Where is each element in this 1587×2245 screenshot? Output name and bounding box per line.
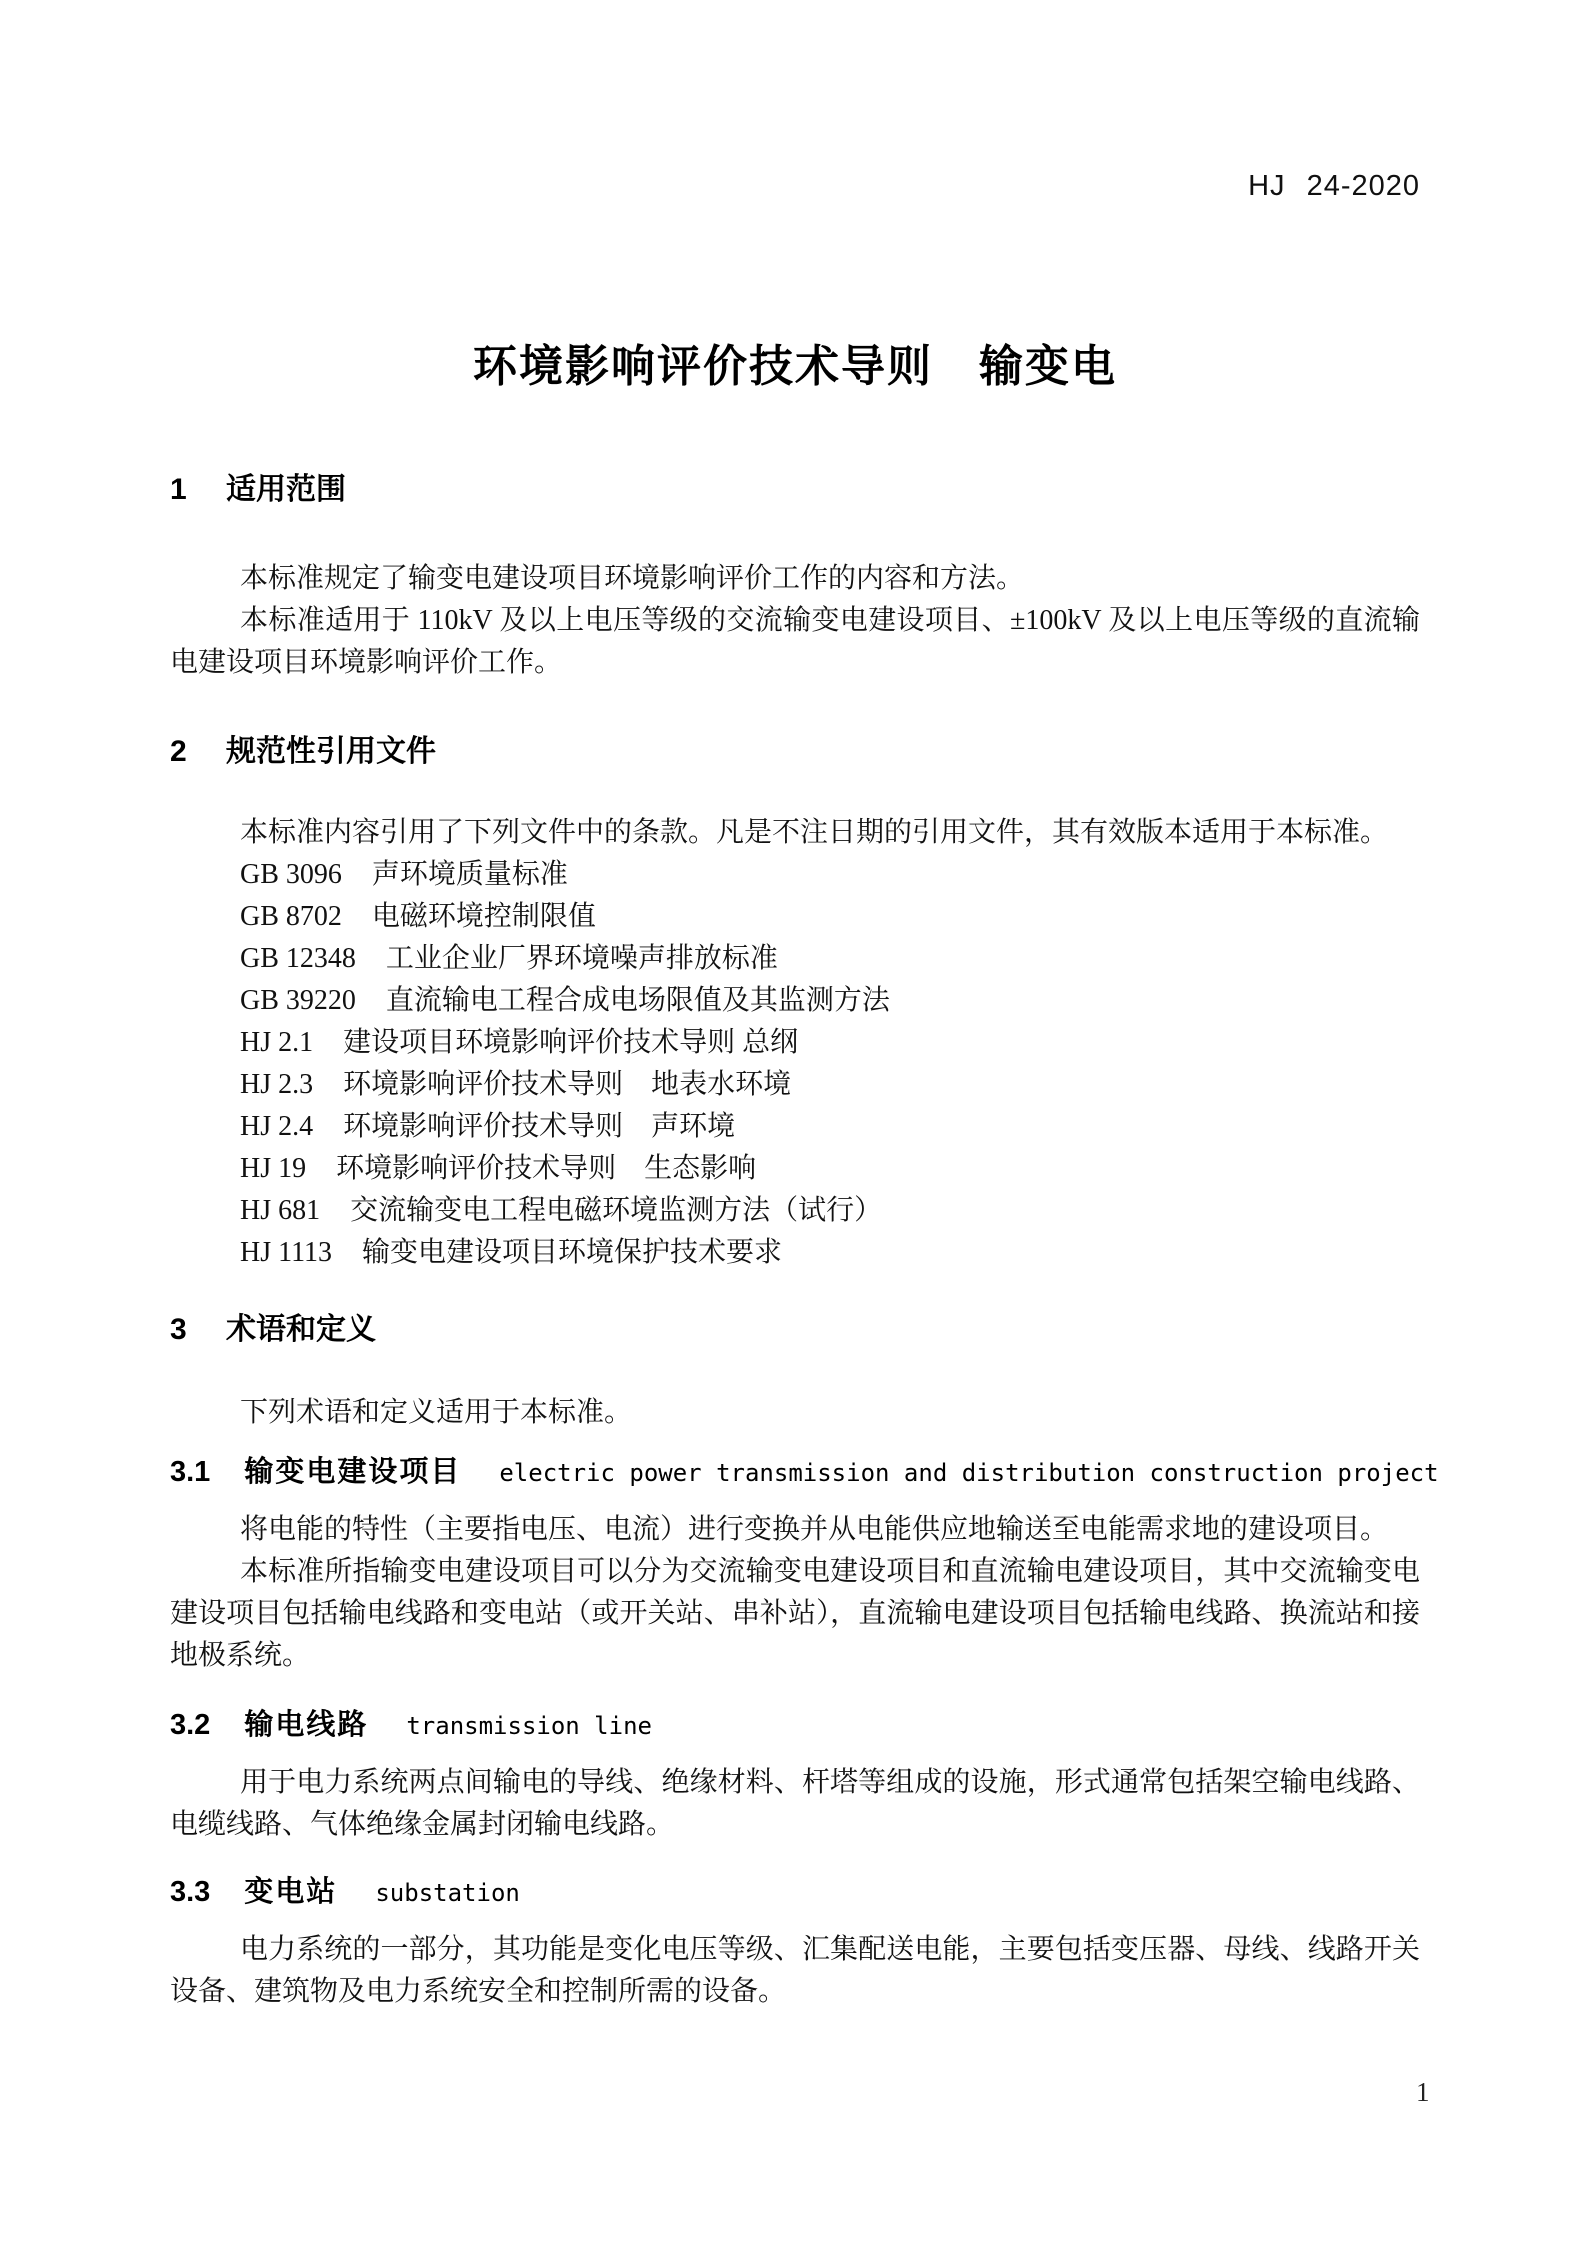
section-3-heading <box>170 1308 1420 1352</box>
reference-item <box>170 938 1420 980</box>
term-3-3-body <box>170 1929 1420 2013</box>
page-number: 1 <box>1416 2077 1430 2107</box>
reference-code: HJ 2.4 <box>240 1111 314 1142</box>
reference-title: 直流输电工程合成电场限值及其监测方法 <box>385 985 890 1016</box>
paragraph: 电力系统的一部分，其功能是变化电压等级、汇集配送电能，主要包括变压器、母线、线路开关设备、建筑物及电力系统安全和控制所需的设备。 <box>170 1934 1420 2007</box>
section-2-title: 规范性引用文件 <box>226 735 436 768</box>
reference-item <box>170 980 1420 1022</box>
reference-item <box>170 1106 1420 1148</box>
page-content <box>170 0 1439 2013</box>
reference-code: GB 12348 <box>240 943 356 974</box>
term-3-1-number: 3.1 <box>170 1456 211 1488</box>
reference-item <box>170 1064 1420 1106</box>
reference-code: HJ 2.3 <box>240 1069 314 1100</box>
paragraph: 本标准内容引用了下列文件中的条款。凡是不注日期的引用文件，其有效版本适用于本标准。 <box>240 817 1389 848</box>
reference-code: HJ 19 <box>240 1153 307 1184</box>
section-1-number: 1 <box>170 473 187 506</box>
term-3-2-body <box>170 1762 1420 1846</box>
section-1-title: 适用范围 <box>226 473 346 506</box>
reference-code: HJ 1113 <box>240 1237 333 1268</box>
term-3-1-name-zh: 输变电建设项目 <box>244 1456 462 1488</box>
reference-title: 输变电建设项目环境保护技术要求 <box>362 1237 783 1268</box>
term-3-1-name-en: electric power transmission and distribution construction project <box>499 1459 1439 1487</box>
reference-code: GB 8702 <box>240 901 342 932</box>
reference-code: HJ 681 <box>240 1195 321 1226</box>
reference-item <box>170 1022 1420 1064</box>
reference-code: HJ 2.1 <box>240 1027 314 1058</box>
paragraph: 用于电力系统两点间输电的导线、绝缘材料、杆塔等组成的设施，形式通常包括架空输电线路、电缆线路、气体绝缘金属封闭输电线路。 <box>170 1767 1420 1840</box>
term-3-3-name-en: substation <box>375 1879 520 1907</box>
doc-number: HJ 24-2020 <box>1248 170 1420 202</box>
paragraph: 本标准适用于 110kV 及以上电压等级的交流输变电建设项目、±100kV 及以上电压等级的直流输电建设项目环境影响评价工作。 <box>170 605 1420 678</box>
paragraph: 本标准规定了输变电建设项目环境影响评价工作的内容和方法。 <box>240 563 1025 594</box>
references-list <box>170 854 1420 1274</box>
term-3-3-number: 3.3 <box>170 1876 211 1908</box>
term-3-3-name-zh: 变电站 <box>244 1876 338 1908</box>
section-1-heading <box>170 468 1420 512</box>
reference-title: 电磁环境控制限值 <box>371 901 596 932</box>
reference-code: GB 3096 <box>240 859 342 890</box>
reference-title: 声环境质量标准 <box>371 859 568 890</box>
section-3-intro <box>170 1392 1420 1434</box>
reference-code: GB 39220 <box>240 985 356 1016</box>
term-3-2-heading <box>170 1703 1420 1748</box>
reference-item <box>170 854 1420 896</box>
reference-item <box>170 896 1420 938</box>
section-2-number: 2 <box>170 735 187 768</box>
reference-item <box>170 1148 1420 1190</box>
paragraph: 下列术语和定义适用于本标准。 <box>240 1397 633 1428</box>
section-1-body <box>170 558 1420 684</box>
section-2-heading <box>170 730 1420 774</box>
reference-title: 环境影响评价技术导则 地表水环境 <box>343 1069 792 1100</box>
term-3-2-number: 3.2 <box>170 1709 211 1741</box>
paragraph: 将电能的特性（主要指电压、电流）进行变换并从电能供应地输送至电能需求地的建设项目。 <box>240 1514 1389 1545</box>
paragraph: 本标准所指输变电建设项目可以分为交流输变电建设项目和直流输电建设项目，其中交流输变电建设项目包括输电线路和变电站（或开关站、串补站），直流输电建设项目包括输电线路、换流站和接地极系统。 <box>170 1556 1420 1671</box>
section-2-body <box>170 812 1420 1274</box>
page-title: 环境影响评价技术导则 输变电 <box>473 342 1117 391</box>
section-3-number: 3 <box>170 1313 187 1346</box>
reference-title: 环境影响评价技术导则 生态影响 <box>336 1153 757 1184</box>
section-3-title: 术语和定义 <box>226 1313 376 1346</box>
reference-item <box>170 1232 1420 1274</box>
term-3-1-body <box>170 1509 1420 1677</box>
term-3-2-name-en: transmission line <box>406 1712 652 1740</box>
term-3-1-heading <box>170 1450 1439 1495</box>
term-3-2-name-zh: 输电线路 <box>244 1709 369 1741</box>
reference-title: 工业企业厂界环境噪声排放标准 <box>385 943 778 974</box>
reference-title: 环境影响评价技术导则 声环境 <box>343 1111 736 1142</box>
reference-item <box>170 1190 1420 1232</box>
term-3-3-heading <box>170 1870 1420 1915</box>
reference-title: 建设项目环境影响评价技术导则 总纲 <box>343 1027 799 1058</box>
reference-title: 交流输变电工程电磁环境监测方法（试行） <box>350 1195 883 1226</box>
